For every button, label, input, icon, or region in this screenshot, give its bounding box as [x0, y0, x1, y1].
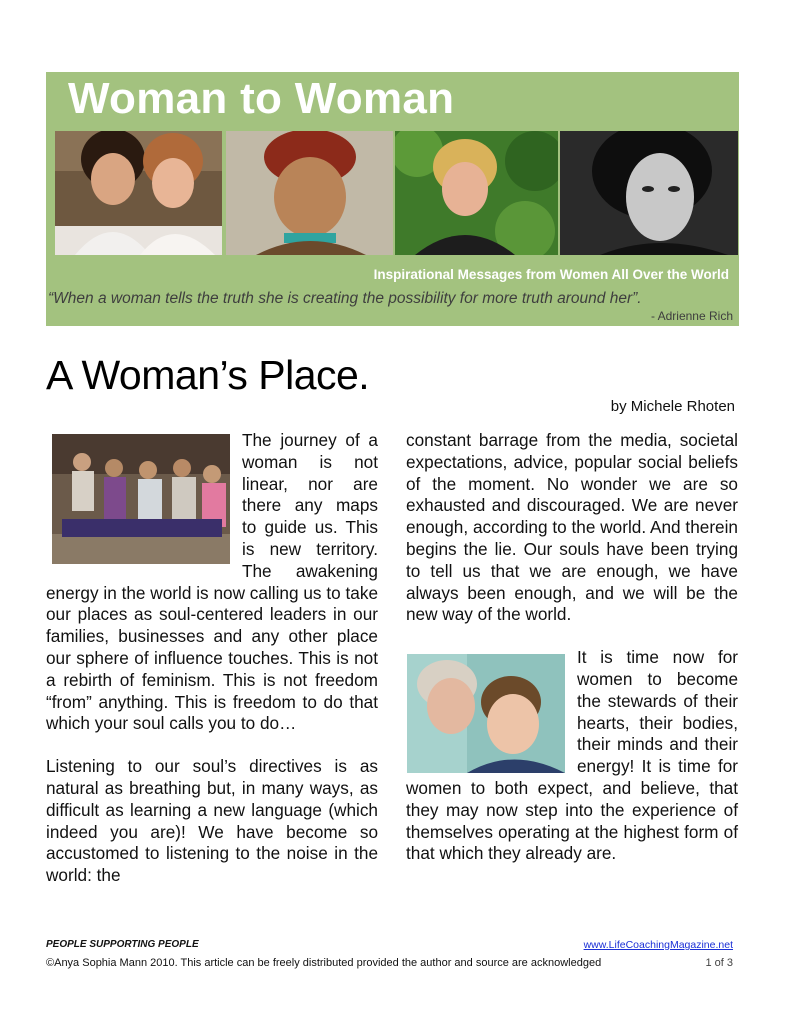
quote-author: - Adrienne Rich — [650, 309, 733, 323]
header-banner — [46, 72, 739, 326]
photo-mother-child — [407, 654, 565, 773]
photo-elder-woman — [226, 131, 393, 255]
article-title: A Woman’s Place. — [46, 352, 370, 398]
article-byline: by Michele Rhoten — [610, 398, 735, 415]
paragraph: The journey of a woman is not linear, nor are there any maps to guide us. This is new territory. The awakening energy in the world is now calling us to take our places as soul-centered leaders in our families, businesses and any other place our sphere of influence touches. This is not a rebirth of feminism. This is not freedom “from” anything. This is freedom to do that which your soul calls you to do… — [46, 430, 378, 734]
paragraph-with-photo — [406, 647, 738, 865]
banner-quote: “When a woman tells the truth she is creating the possibility for more truth around her”. — [48, 290, 642, 307]
paragraph: Listening to our soul’s directives is as natural as breathing but, in many ways, as difficult as learning a new language (which indeed you are)! We have become so accustomed to listening to the noise in the world: the — [46, 756, 378, 886]
photo-blonde-woman — [395, 131, 558, 255]
magazine-title: Woman to Woman — [68, 74, 455, 123]
paragraph-text: It is time now for women to become the stewards of their hearts, their bodies, their minds and their energy! It is time for women to both expect, and believe, that they may now step into the experience of themselves operating at the highest form of that which they already are. — [406, 647, 738, 864]
copyright-notice: ©Anya Sophia Mann 2010. This article can be freely distributed provided the author and source are acknowledged — [46, 957, 602, 969]
left-column — [46, 430, 378, 887]
right-column — [406, 430, 738, 865]
page-number: 1 of 3 — [705, 957, 733, 969]
photo-bw-portrait — [560, 131, 738, 255]
photo-two-women — [55, 131, 222, 255]
website-link[interactable]: www.LifeCoachingMagazine.net — [583, 939, 733, 951]
footer-section-label: PEOPLE SUPPORTING PEOPLE — [46, 939, 199, 950]
paragraph: constant barrage from the media, societal expectations, advice, popular social beliefs of the moment. No wonder we are so exhausted and discouraged. We are never enough, according to the world. And therein begins the lie. Our souls have been trying to tell us that we are enough, we have always been enough, and we will be the new way of the world. — [406, 430, 738, 625]
photo-seated-women — [52, 434, 230, 564]
banner-tagline: Inspirational Messages from Women All Over the World — [373, 267, 729, 282]
